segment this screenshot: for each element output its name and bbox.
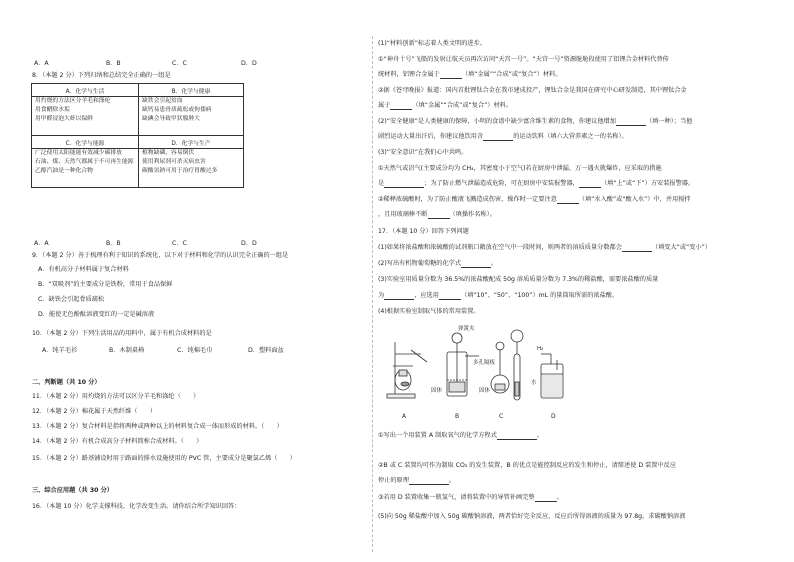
r-text: (1)如果将浓盐酸和浓硫酸的试剂瓶口敞放在空气中一段时间，则两者的溶质质量分数都会 bbox=[378, 244, 622, 251]
apparatus-d-bottle bbox=[541, 354, 563, 398]
q8-c-line: 石油、煤、天然气都属于不可再生能源 bbox=[35, 159, 134, 165]
q10-option-c[interactable]: C．纯棉毛巾 bbox=[177, 347, 213, 354]
q8-c-line: 广泛使用太阳能能有效减少碳排放 bbox=[35, 150, 122, 156]
q8-option-a[interactable]: A．A bbox=[34, 240, 49, 247]
q9-option-b[interactable]: B．“双吸剂”的主要成分是铁粉，常用于食品保鲜 bbox=[38, 281, 173, 288]
answer-blank[interactable] bbox=[461, 261, 491, 268]
label-a: A bbox=[402, 413, 407, 420]
r-line-with-blank bbox=[378, 102, 512, 110]
r-line-with-blank bbox=[378, 118, 692, 126]
r-line: (3)“安全意识”在我们心中共鸣。 bbox=[378, 149, 468, 156]
r-line: (4)根据实验室制取气体的常用装置。 bbox=[378, 308, 480, 315]
tag-water: 水 bbox=[531, 380, 537, 386]
r-text: ；为了防止燃气泄漏造成危险，可在厨房中安装报警器， bbox=[424, 180, 579, 187]
q9-option-c[interactable]: C．缺铁会引起骨质疏松 bbox=[38, 296, 105, 303]
r-text: （填“金属”“合成”或“复合”）材料。 bbox=[461, 71, 562, 78]
r-line: (5)向 50g 稀盐酸中加入 50g 碳酸钠溶液，两者恰好完全反应，反应后所得溶液的质量为 97.8g，求碳酸钠溶液 bbox=[378, 513, 686, 520]
answer-blank[interactable] bbox=[497, 433, 537, 440]
tag-solid-b: 固体 bbox=[431, 388, 443, 394]
tag-solid-c: 固体 bbox=[479, 388, 491, 394]
q8-c-head: C．化学与能源 bbox=[32, 136, 139, 149]
r-line: (3)实验室用质量分数为 36.5%的浓盐酸配成 50g 溶质质量分数为 7.3%的稀盐酸，需要浓盐酸的质量 bbox=[378, 276, 659, 283]
r-line-with-blank bbox=[378, 180, 694, 188]
r-text: 为 bbox=[378, 292, 385, 299]
q10-option-a[interactable]: A．纯羊毛衫 bbox=[42, 347, 78, 354]
r-text: 剧烈运动大量出汗后，你建议他饮用含 bbox=[378, 133, 484, 140]
q17-stem: 17．（本题 10 分）回答下列问题 bbox=[378, 228, 469, 235]
answer-blank[interactable] bbox=[535, 495, 557, 502]
label-c: C bbox=[499, 413, 504, 420]
r-text: （填“上”或“下”）方安装报警器。 bbox=[600, 180, 695, 187]
q8-b-line: 缺钙易患骨质疏松或佝偻病 bbox=[142, 107, 212, 113]
r-text: （填“水入酸”或“酸入水”）中，并用搅拌 bbox=[578, 196, 691, 203]
q8-b-head: B．化学与健康 bbox=[139, 84, 244, 97]
q10-option-b[interactable]: B．木制桌椅 bbox=[109, 347, 145, 354]
q8-a-head: A．化学与生活 bbox=[32, 84, 139, 97]
q10-option-d[interactable]: D．塑料面盆 bbox=[248, 347, 284, 354]
answer-blank[interactable] bbox=[428, 212, 450, 219]
r-text: 。 bbox=[536, 432, 544, 439]
apparatus-d-tube bbox=[511, 330, 523, 400]
q8-d-line: 碳酸氢钠可用于治疗胃酸过多 bbox=[142, 168, 218, 174]
q8-c-line: 乙醇汽油是一种化合物 bbox=[35, 168, 93, 174]
q7-option-d[interactable]: D．D bbox=[241, 60, 257, 67]
tag-spring-clip: 弹簧夹 bbox=[458, 326, 475, 332]
r-text: （填一种）；当他 bbox=[645, 118, 693, 125]
right-column bbox=[375, 0, 794, 562]
judge-item: 11．（本题 2 分）用灼烧的方法可以区分羊毛和涤纶（ ） bbox=[32, 393, 200, 400]
r-text: 。 bbox=[491, 260, 498, 267]
q8-stem: 8．（本题 2 分）下列归纳和总结完全正确的一组是 bbox=[32, 72, 171, 79]
r-text: （填变大”或“变小”） bbox=[651, 244, 712, 251]
answer-blank[interactable] bbox=[579, 181, 601, 188]
q8-b-line: 缺铁会引起贫血 bbox=[142, 98, 183, 104]
r-line-with-blank bbox=[378, 494, 563, 502]
r-text: 是 bbox=[378, 180, 385, 187]
answer-blank[interactable] bbox=[440, 72, 462, 79]
judge-item: 12．（本题 2 分）棉花属于天然纤维（ ） bbox=[32, 408, 157, 415]
r-text: 的运动饮料（填六大营养素之一的名称）。 bbox=[513, 133, 628, 140]
r-line-with-blank bbox=[378, 71, 562, 79]
q8-b-cell bbox=[139, 97, 244, 136]
r-text: ，且用玻璃棒不断 bbox=[378, 211, 428, 218]
q8-d-line: 植物缺磷，容易倒伏 bbox=[142, 150, 195, 156]
q8-a-cell bbox=[32, 97, 139, 136]
judge-item: 13．（本题 2 分）复合材料是指将两种或两种以上的材料复合成一体而形成的材料。（ ） bbox=[32, 423, 283, 430]
r-text: 属于 bbox=[378, 102, 391, 109]
q8-d-head: D．化学与生产 bbox=[139, 136, 244, 149]
q8-b-line: 缺碘会导致甲状腺肿大 bbox=[142, 116, 200, 122]
q8-option-b[interactable]: B．B bbox=[106, 240, 121, 247]
q7-option-a[interactable]: A．A bbox=[34, 60, 49, 67]
q8-d-line: 使用利尿剂可杀灭病虫害 bbox=[142, 159, 206, 165]
r-text: (2)“安全健康”是人类健康的保障，小明的食谱中缺少富含维生素的食物，你建议他增加 bbox=[378, 118, 616, 125]
q8-a-line: 用灼烧的方法区分羊毛和涤纶 bbox=[35, 98, 111, 104]
apparatus-a bbox=[387, 342, 427, 398]
q8-table bbox=[31, 83, 244, 188]
q7-option-c[interactable]: C．C bbox=[172, 60, 187, 67]
r-line: ②据《苍穹晚报》报道：国内首批锂钛合金在我市建成投产，锂钛合金是我国在研究中心研发制造，其中锂钛合金 bbox=[378, 87, 687, 94]
q8-a-line: 用甲醛浸泡大虾以保鲜 bbox=[35, 116, 93, 122]
r-text: （填操作名称）。 bbox=[449, 211, 496, 218]
r-line-with-blank bbox=[378, 244, 711, 252]
section-3-title: 三、综合应用题（共 30 分） bbox=[32, 487, 113, 494]
answer-blank[interactable] bbox=[384, 293, 414, 300]
r-line-with-blank bbox=[378, 211, 496, 219]
column-separator bbox=[372, 36, 373, 552]
q7-option-b[interactable]: B．B bbox=[106, 60, 121, 67]
answer-blank[interactable] bbox=[384, 181, 424, 188]
r-text: 。 bbox=[556, 494, 563, 501]
lab-apparatus-diagram bbox=[375, 322, 575, 424]
tag-porous-plate: 多孔隔板 bbox=[473, 360, 496, 366]
r-line-with-blank bbox=[378, 133, 628, 141]
r-text: （填“10”、“50”、“100”）mL 的量筒取所需的浓盐酸。 bbox=[460, 292, 619, 299]
r-line-with-blank bbox=[378, 477, 455, 485]
r-text: 统材料，铝锂合金属于 bbox=[378, 71, 440, 78]
r-line: (1)“材料创新”标志着人类文明的进步。 bbox=[378, 40, 486, 47]
r-text: （填“金属”“合成”或“复合”）材料。 bbox=[412, 102, 513, 109]
answer-blank[interactable] bbox=[616, 119, 646, 126]
r-line-with-blank bbox=[378, 260, 497, 268]
r-text: ①写出一个用装置 A 制取氧气的化学方程式 bbox=[378, 432, 497, 439]
q8-option-d[interactable]: D．D bbox=[241, 240, 257, 247]
q9-stem: 9．（本题 2 分）善于梳理有利于知识的系统化，以下对于材料和化学的认识完全正确的一组是 bbox=[32, 252, 289, 259]
q8-option-c[interactable]: C．C bbox=[172, 240, 187, 247]
judge-item: 14．（本题 2 分）有机合成高分子材料简称合成材料。（ ） bbox=[32, 438, 203, 445]
label-b: B bbox=[455, 413, 460, 420]
left-column bbox=[0, 0, 372, 562]
r-text: 。 bbox=[448, 477, 456, 484]
r-line: ②B 或 C 装置均可作为制取 CO₂ 的发生装置，B 的优点是能控制反应的发生和停止，请简述使 D 装置中反应 bbox=[378, 462, 677, 469]
section-2-title: 二、判断题（共 10 分） bbox=[32, 379, 101, 386]
r-text: ③若用 D 装置收集一瓶氢气，请将装置中的导管补画完整 bbox=[378, 494, 535, 501]
q8-d-cell bbox=[139, 149, 244, 188]
q8-a-line: 用食醋除水垢 bbox=[35, 107, 70, 113]
judge-item: 15．（本题 2 分）路基铺设时用于路面的排水设施使用的 PVC 管，主要成分是聚氯乙烯（ ） bbox=[32, 455, 296, 462]
r-text: ，应选用 bbox=[414, 292, 439, 299]
label-d: D bbox=[551, 413, 556, 420]
q9-option-d[interactable]: D．能使无色酚酞溶液变红的一定是碱溶液 bbox=[38, 311, 155, 318]
answer-blank[interactable] bbox=[409, 478, 449, 485]
r-text: (2)写出有机物葡萄糖的化学式 bbox=[378, 260, 462, 267]
r-line-with-blank bbox=[378, 196, 691, 204]
r-line: ①“神舟十号”飞船的发射让航天员再次访问“天宫一号”。“天宫一号”资源舱舱段使用了铝锂合金材料代替传 bbox=[378, 56, 669, 63]
r-text: ②稀释浓硫酸时，为了防止酸液飞溅造成伤害，操作时一定要注意 bbox=[378, 196, 557, 203]
q16-stem: 16．（本题 10 分）化学支撑科技，化学改变生活。请你结合所学知识回答： bbox=[32, 503, 241, 510]
r-text: 停止的原理 bbox=[378, 477, 409, 484]
answer-blank[interactable] bbox=[622, 245, 652, 252]
r-line: ①天然气或沼气(主要成分均为 CH₄，其密度小于空气)若在厨房中泄漏，万一遇火就爆炸，应采取的措施 bbox=[378, 165, 662, 172]
answer-blank[interactable] bbox=[439, 293, 461, 300]
q10-stem: 10．（本题 2 分）下列生活用品的用料中，属于有机合成材料的是 bbox=[32, 330, 212, 337]
answer-blank[interactable] bbox=[483, 134, 513, 141]
r-line-with-blank bbox=[378, 292, 618, 300]
r-line-with-blank bbox=[378, 432, 543, 440]
tag-h2: H₂ bbox=[537, 346, 544, 352]
answer-blank[interactable] bbox=[390, 103, 412, 110]
answer-blank[interactable] bbox=[557, 197, 579, 204]
q9-option-a[interactable]: A．有机高分子材料属于复合材料 bbox=[38, 266, 129, 273]
apparatus-c bbox=[491, 342, 509, 393]
q8-c-cell bbox=[32, 149, 139, 188]
